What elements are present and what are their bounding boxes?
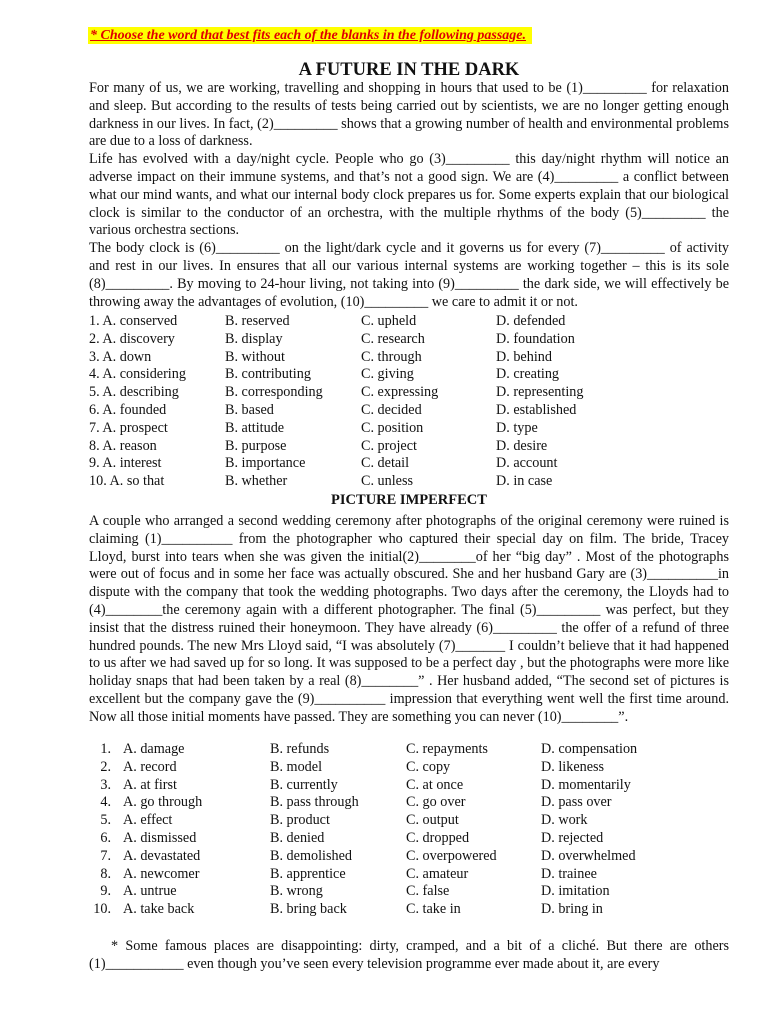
option-choice: 6. A. founded — [89, 401, 167, 418]
option-choice: C. repayments — [406, 741, 488, 757]
question-number: 3. — [100, 776, 111, 793]
option-row — [89, 349, 739, 367]
option-row — [89, 883, 739, 901]
option-choice: A. at first — [123, 776, 177, 793]
option-choice: C. overpowered — [406, 847, 497, 864]
question-number: 7. — [100, 847, 111, 864]
section2-title: PICTURE IMPERFECT — [331, 492, 487, 508]
option-choice: C. giving — [361, 366, 414, 383]
option-choice: C. go over — [406, 794, 466, 811]
question-number: 5. — [100, 812, 111, 829]
option-choice: 10. A. so that — [89, 473, 165, 490]
question-number: 9. — [100, 883, 111, 900]
option-choice: B. bring back — [270, 901, 347, 918]
option-choice: B. display — [225, 330, 283, 347]
option-choice: B. denied — [270, 829, 325, 846]
option-choice: A. devastated — [123, 847, 201, 864]
option-choice: C. project — [361, 437, 417, 454]
option-choice: B. corresponding — [225, 384, 323, 401]
option-choice: C. decided — [361, 401, 422, 418]
option-choice: D. foundation — [496, 330, 575, 347]
section2-passage — [89, 513, 729, 727]
option-row — [89, 759, 739, 777]
option-row — [89, 794, 739, 812]
option-row — [89, 455, 739, 473]
option-choice: D. likeness — [541, 758, 605, 775]
option-choice: B. pass through — [270, 794, 359, 811]
option-choice: A. take back — [123, 901, 195, 918]
option-row — [89, 901, 739, 919]
option-row — [89, 848, 739, 866]
section1-paragraph-2: Life has evolved with a day/night cycle. People who go (3)_________ this day/night rhythm will notice an adverse impact on their immune systems, and that’s not a good sign. We are (4)_________ a conflict between what our mind wants, and what our internal body clock prepares us for. Some experts explain that our biological clock is similar to the conductor of an orchestra, with the multiple rhythms of the body (5)_________ the various orchestra sections. — [89, 151, 729, 239]
option-choice: A. effect — [123, 812, 173, 829]
option-choice: B. product — [270, 812, 330, 829]
option-row — [89, 313, 739, 331]
option-choice: B. purpose — [225, 437, 287, 454]
option-choice: B. model — [270, 758, 323, 775]
option-choice: A. record — [123, 758, 177, 775]
option-choice: C. output — [406, 812, 459, 829]
option-choice: D. behind — [496, 348, 552, 365]
option-choice: C. unless — [361, 473, 414, 490]
option-row — [89, 438, 739, 456]
option-row — [89, 777, 739, 795]
option-choice: B. demolished — [270, 847, 352, 864]
option-choice: D. account — [496, 455, 558, 472]
section3-paragraph: * Some famous places are disappointing: dirty, cramped, and a bit of a cliché. But there are others (1)___________ even though you’ve seen every television programme ever made about it, are every — [89, 938, 729, 972]
option-choice: 7. A. prospect — [89, 419, 168, 436]
option-choice: D. desire — [496, 437, 548, 454]
option-choice: B. apprentice — [270, 865, 346, 882]
option-choice: B. based — [225, 401, 274, 418]
option-row — [89, 402, 739, 420]
option-choice: D. creating — [496, 366, 560, 383]
option-row — [89, 866, 739, 884]
option-choice: D. in case — [496, 473, 553, 490]
section3-passage — [89, 938, 729, 974]
option-choice: B. currently — [270, 776, 338, 793]
option-choice: 8. A. reason — [89, 437, 157, 454]
option-choice: C. upheld — [361, 313, 417, 329]
option-choice: D. momentarily — [541, 776, 631, 793]
option-choice: 4. A. considering — [89, 366, 186, 383]
question-number: 8. — [100, 865, 111, 882]
option-choice: C. position — [361, 419, 424, 436]
section1-passage — [89, 80, 729, 311]
option-row — [89, 366, 739, 384]
option-choice: 5. A. describing — [89, 384, 179, 401]
option-choice: D. trainee — [541, 865, 597, 882]
option-row — [89, 812, 739, 830]
option-choice: D. compensation — [541, 741, 638, 757]
option-choice: 9. A. interest — [89, 455, 162, 472]
option-choice: A. newcomer — [123, 865, 200, 882]
option-choice: A. go through — [123, 794, 203, 811]
option-choice: B. reserved — [225, 313, 290, 329]
option-choice: C. false — [406, 883, 450, 900]
option-choice: D. pass over — [541, 794, 612, 811]
option-choice: B. wrong — [270, 883, 323, 900]
option-choice: D. representing — [496, 384, 584, 401]
option-row — [89, 830, 739, 848]
section1-title: A FUTURE IN THE DARK — [298, 60, 520, 80]
section1-options — [89, 313, 739, 491]
option-choice: D. rejected — [541, 829, 604, 846]
option-choice: C. detail — [361, 455, 410, 472]
question-number: 10. — [93, 901, 111, 918]
option-row — [89, 473, 739, 491]
question-number: 2. — [100, 758, 111, 775]
option-choice: C. expressing — [361, 384, 439, 401]
option-choice: D. type — [496, 419, 538, 436]
section1-paragraph-1: For many of us, we are working, travelling and shopping in hours that used to be (1)_________ for relaxation and sleep. But according to the results of tests being carried out by scientists, we are no longer getting enough darkness in our lives. In fact, (2)_________ shows that a growing number of health and environmental problems are due to a loss of darkness. — [89, 80, 729, 150]
question-number: 6. — [100, 829, 111, 846]
option-choice: C. through — [361, 348, 422, 365]
option-choice: 1. A. conserved — [89, 313, 178, 329]
option-choice: B. importance — [225, 455, 306, 472]
option-choice: C. copy — [406, 758, 451, 775]
option-choice: A. dismissed — [123, 829, 197, 846]
option-choice: D. overwhelmed — [541, 847, 636, 864]
option-choice: D. imitation — [541, 883, 610, 900]
section2-paragraph: A couple who arranged a second wedding ceremony after photographs of the original ceremony were ruined is claiming (1)__________ from the photographer who captured their special day on film. The bride, Tracey Lloyd, burst into tears when she was given the initial(2)________of her “big day” . Most of the photographs were out of focus and in some her face was actually obscured. She and her husband Gary are (3)__________in dispute with the company that took the wedding photographs. Two days after the ceremony, the Lloyds had to (4)________the ceremony again with a different photographer. The final (5)_________ was perfect, but they insist that the distress ruined their honeymoon. They have already (6)_________ the offer of a refund of three hundred pounds. The new Mrs Lloyd said, “I was absolutely (7)_______ I couldn’t believe that it had happened to us after we had saved up for so long. It was supposed to be a perfect day , but the photographs were more like holiday snaps that had been taken by a real (8)________” . Her husband added, “The second set of pictures is excellent but the company gave the (9)__________ impression that everything went well the first time around. Now all those initial moments have passed. They are something you can never (10)________”. — [89, 513, 729, 725]
option-choice: C. research — [361, 330, 425, 347]
option-choice: B. whether — [225, 473, 288, 490]
option-row — [89, 384, 739, 402]
option-row — [89, 420, 739, 438]
option-choice: C. amateur — [406, 865, 469, 882]
section2-options — [89, 741, 739, 919]
option-choice: B. attitude — [225, 419, 285, 436]
option-row — [89, 331, 739, 349]
option-row — [89, 741, 739, 759]
option-choice: 3. A. down — [89, 348, 152, 365]
option-choice: D. work — [541, 812, 588, 829]
option-choice: B. refunds — [270, 741, 330, 757]
option-choice: C. take in — [406, 901, 461, 918]
option-choice: D. established — [496, 401, 577, 418]
option-choice: 2. A. discovery — [89, 330, 175, 347]
option-choice: B. contributing — [225, 366, 311, 383]
option-choice: C. at once — [406, 776, 464, 793]
option-choice: D. defended — [496, 313, 566, 329]
instruction-banner: * Choose the word that best fits each of the blanks in the following passage. — [88, 27, 532, 44]
option-choice: B. without — [225, 348, 285, 365]
question-number: 4. — [100, 794, 111, 811]
option-choice: C. dropped — [406, 829, 470, 846]
section1-paragraph-3: The body clock is (6)_________ on the light/dark cycle and it governs us for every (7)_________ of activity and rest in our lives. In ensures that all our various internal systems are working together – this is its sole (8)_________. By moving to 24-hour living, not taking into (9)_________ the dark side, we will effectively be throwing away the advantages of evolution, (10)_________ we care to admit it or not. — [89, 240, 729, 310]
option-choice: A. untrue — [123, 883, 177, 900]
option-choice: D. bring in — [541, 901, 603, 918]
question-number: 1. — [100, 741, 111, 757]
option-choice: A. damage — [123, 741, 185, 757]
